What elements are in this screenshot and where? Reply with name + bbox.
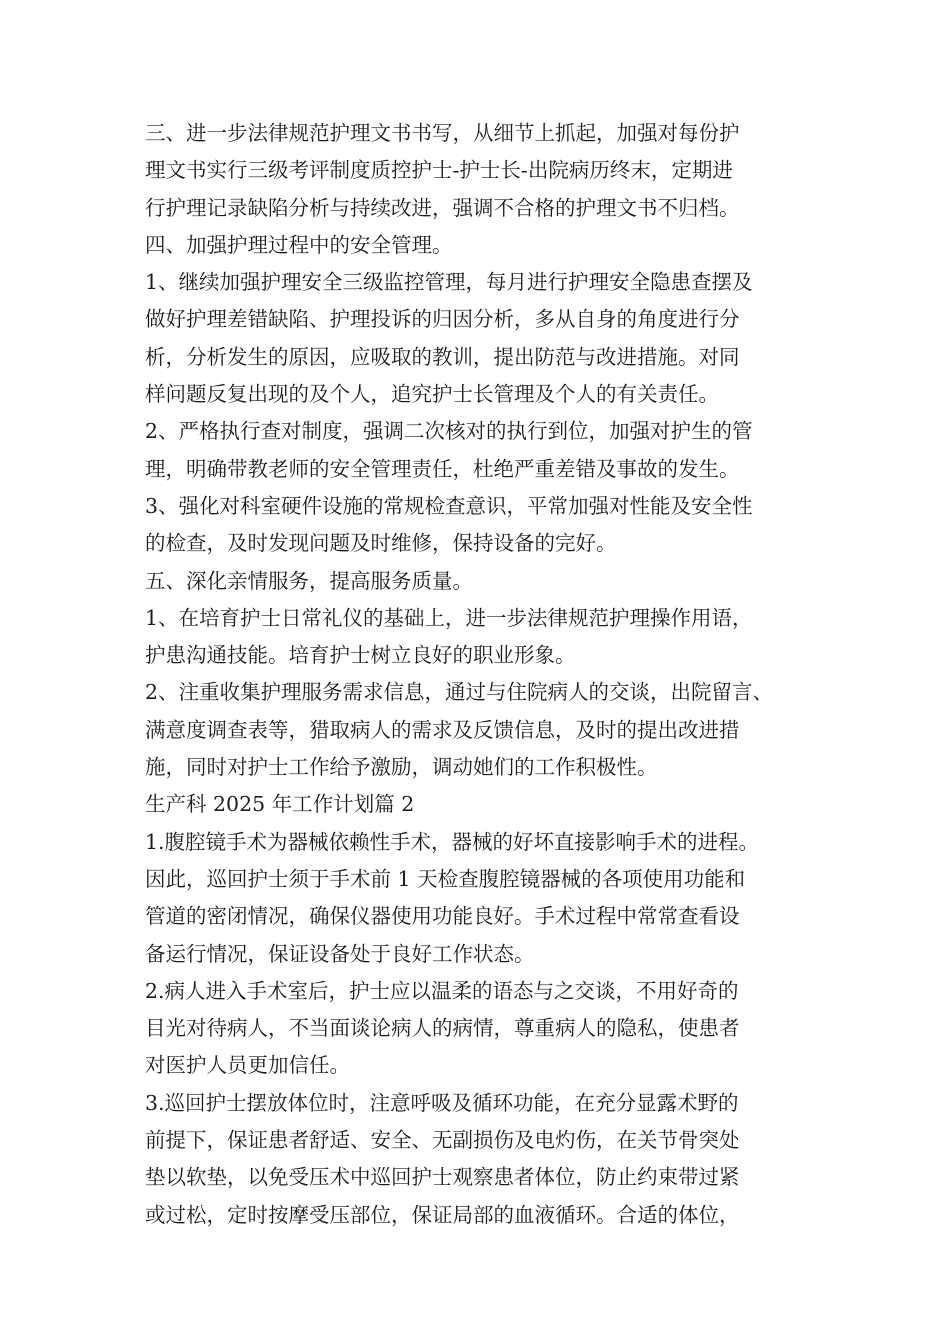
text-line: 析，分析发生的原因，应吸取的教训，提出防范与改进措施。对同 — [145, 344, 740, 369]
paragraph — [145, 674, 845, 786]
text-line: 满意度调查表等，猎取病人的需求及反馈信息，及时的提出改进措 — [145, 717, 740, 742]
text-line: 生产科 2025 年工作计划篇 2 — [145, 792, 415, 817]
text-line: 样问题反复出现的及个人，追究护士长管理及个人的有关责任。 — [145, 382, 719, 407]
text-line: 管道的密闭情况，确保仪器使用功能良好。手术过程中常常查看设 — [145, 904, 740, 929]
paragraph — [145, 600, 845, 675]
paragraph — [145, 786, 845, 823]
paragraph — [145, 115, 845, 227]
paragraph — [145, 264, 845, 413]
text-line: 四、加强护理过程中的安全管理。 — [145, 232, 453, 257]
text-line: 2、注重收集护理服务需求信息，通过与住院病人的交谈，出院留言、 — [145, 680, 774, 705]
document-body — [145, 115, 845, 1234]
text-line: 2、严格执行查对制度，强调二次核对的执行到位，加强对护生的管 — [145, 419, 753, 444]
text-line: 2.病人进入手术室后，护士应以温柔的语态与之交谈，不用好奇的 — [145, 978, 739, 1003]
text-line: 的检查，及时发现问题及时维修，保持设备的完好。 — [145, 531, 617, 556]
paragraph — [145, 563, 845, 600]
text-line: 垫以软垫，以免受压术中巡回护士观察患者体位，防止约束带过紧 — [145, 1165, 740, 1190]
paragraph — [145, 973, 845, 1085]
paragraph — [145, 227, 845, 264]
paragraph — [145, 488, 845, 563]
text-line: 护患沟通技能。培育护士树立良好的职业形象。 — [145, 643, 576, 668]
text-line: 3、强化对科室硬件设施的常规检查意识，平常加强对性能及安全性 — [145, 493, 753, 518]
text-line: 3.巡回护士摆放体位时，注意呼吸及循环功能，在充分显露术野的 — [145, 1090, 739, 1115]
text-line: 施，同时对护士工作给予激励，调动她们的工作积极性。 — [145, 755, 658, 780]
text-line: 1.腹腔镜手术为器械依赖性手术，器械的好坏直接影响手术的进程。 — [145, 829, 760, 854]
text-line: 目光对待病人，不当面谈论病人的病情，尊重病人的隐私，使患者 — [145, 1016, 740, 1041]
text-line: 或过松，定时按摩受压部位，保证局部的血液循环。合适的体位， — [145, 1202, 740, 1227]
paragraph — [145, 824, 845, 973]
text-line: 行护理记录缺陷分析与持续改进，强调不合格的护理文书不归档。 — [145, 195, 740, 220]
text-line: 五、深化亲情服务，提高服务质量。 — [145, 568, 473, 593]
paragraph — [145, 413, 845, 488]
text-line: 因此，巡回护士须于手术前 1 天检查腹腔镜器械的各项使用功能和 — [145, 866, 746, 891]
text-line: 对医护人员更加信任。 — [145, 1053, 350, 1078]
text-line: 前提下，保证患者舒适、安全、无副损伤及电灼伤，在关节骨突处 — [145, 1128, 740, 1153]
text-line: 三、进一步法律规范护理文书书写，从细节上抓起，加强对每份护 — [145, 121, 740, 145]
text-line: 做好护理差错缺陷、护理投诉的归因分析，多从自身的角度进行分 — [145, 307, 740, 332]
text-line: 理文书实行三级考评制度质控护士-护士长-出院病历终末，定期进 — [145, 158, 733, 183]
text-line: 1、继续加强护理安全三级监控管理，每月进行护理安全隐患查摆及 — [145, 270, 753, 295]
text-line: 备运行情况，保证设备处于良好工作状态。 — [145, 941, 535, 966]
paragraph — [145, 1085, 845, 1234]
text-line: 理，明确带教老师的安全管理责任，杜绝严重差错及事故的发生。 — [145, 456, 740, 481]
text-line: 1、在培育护士日常礼仪的基础上，进一步法律规范护理操作用语， — [145, 605, 753, 630]
